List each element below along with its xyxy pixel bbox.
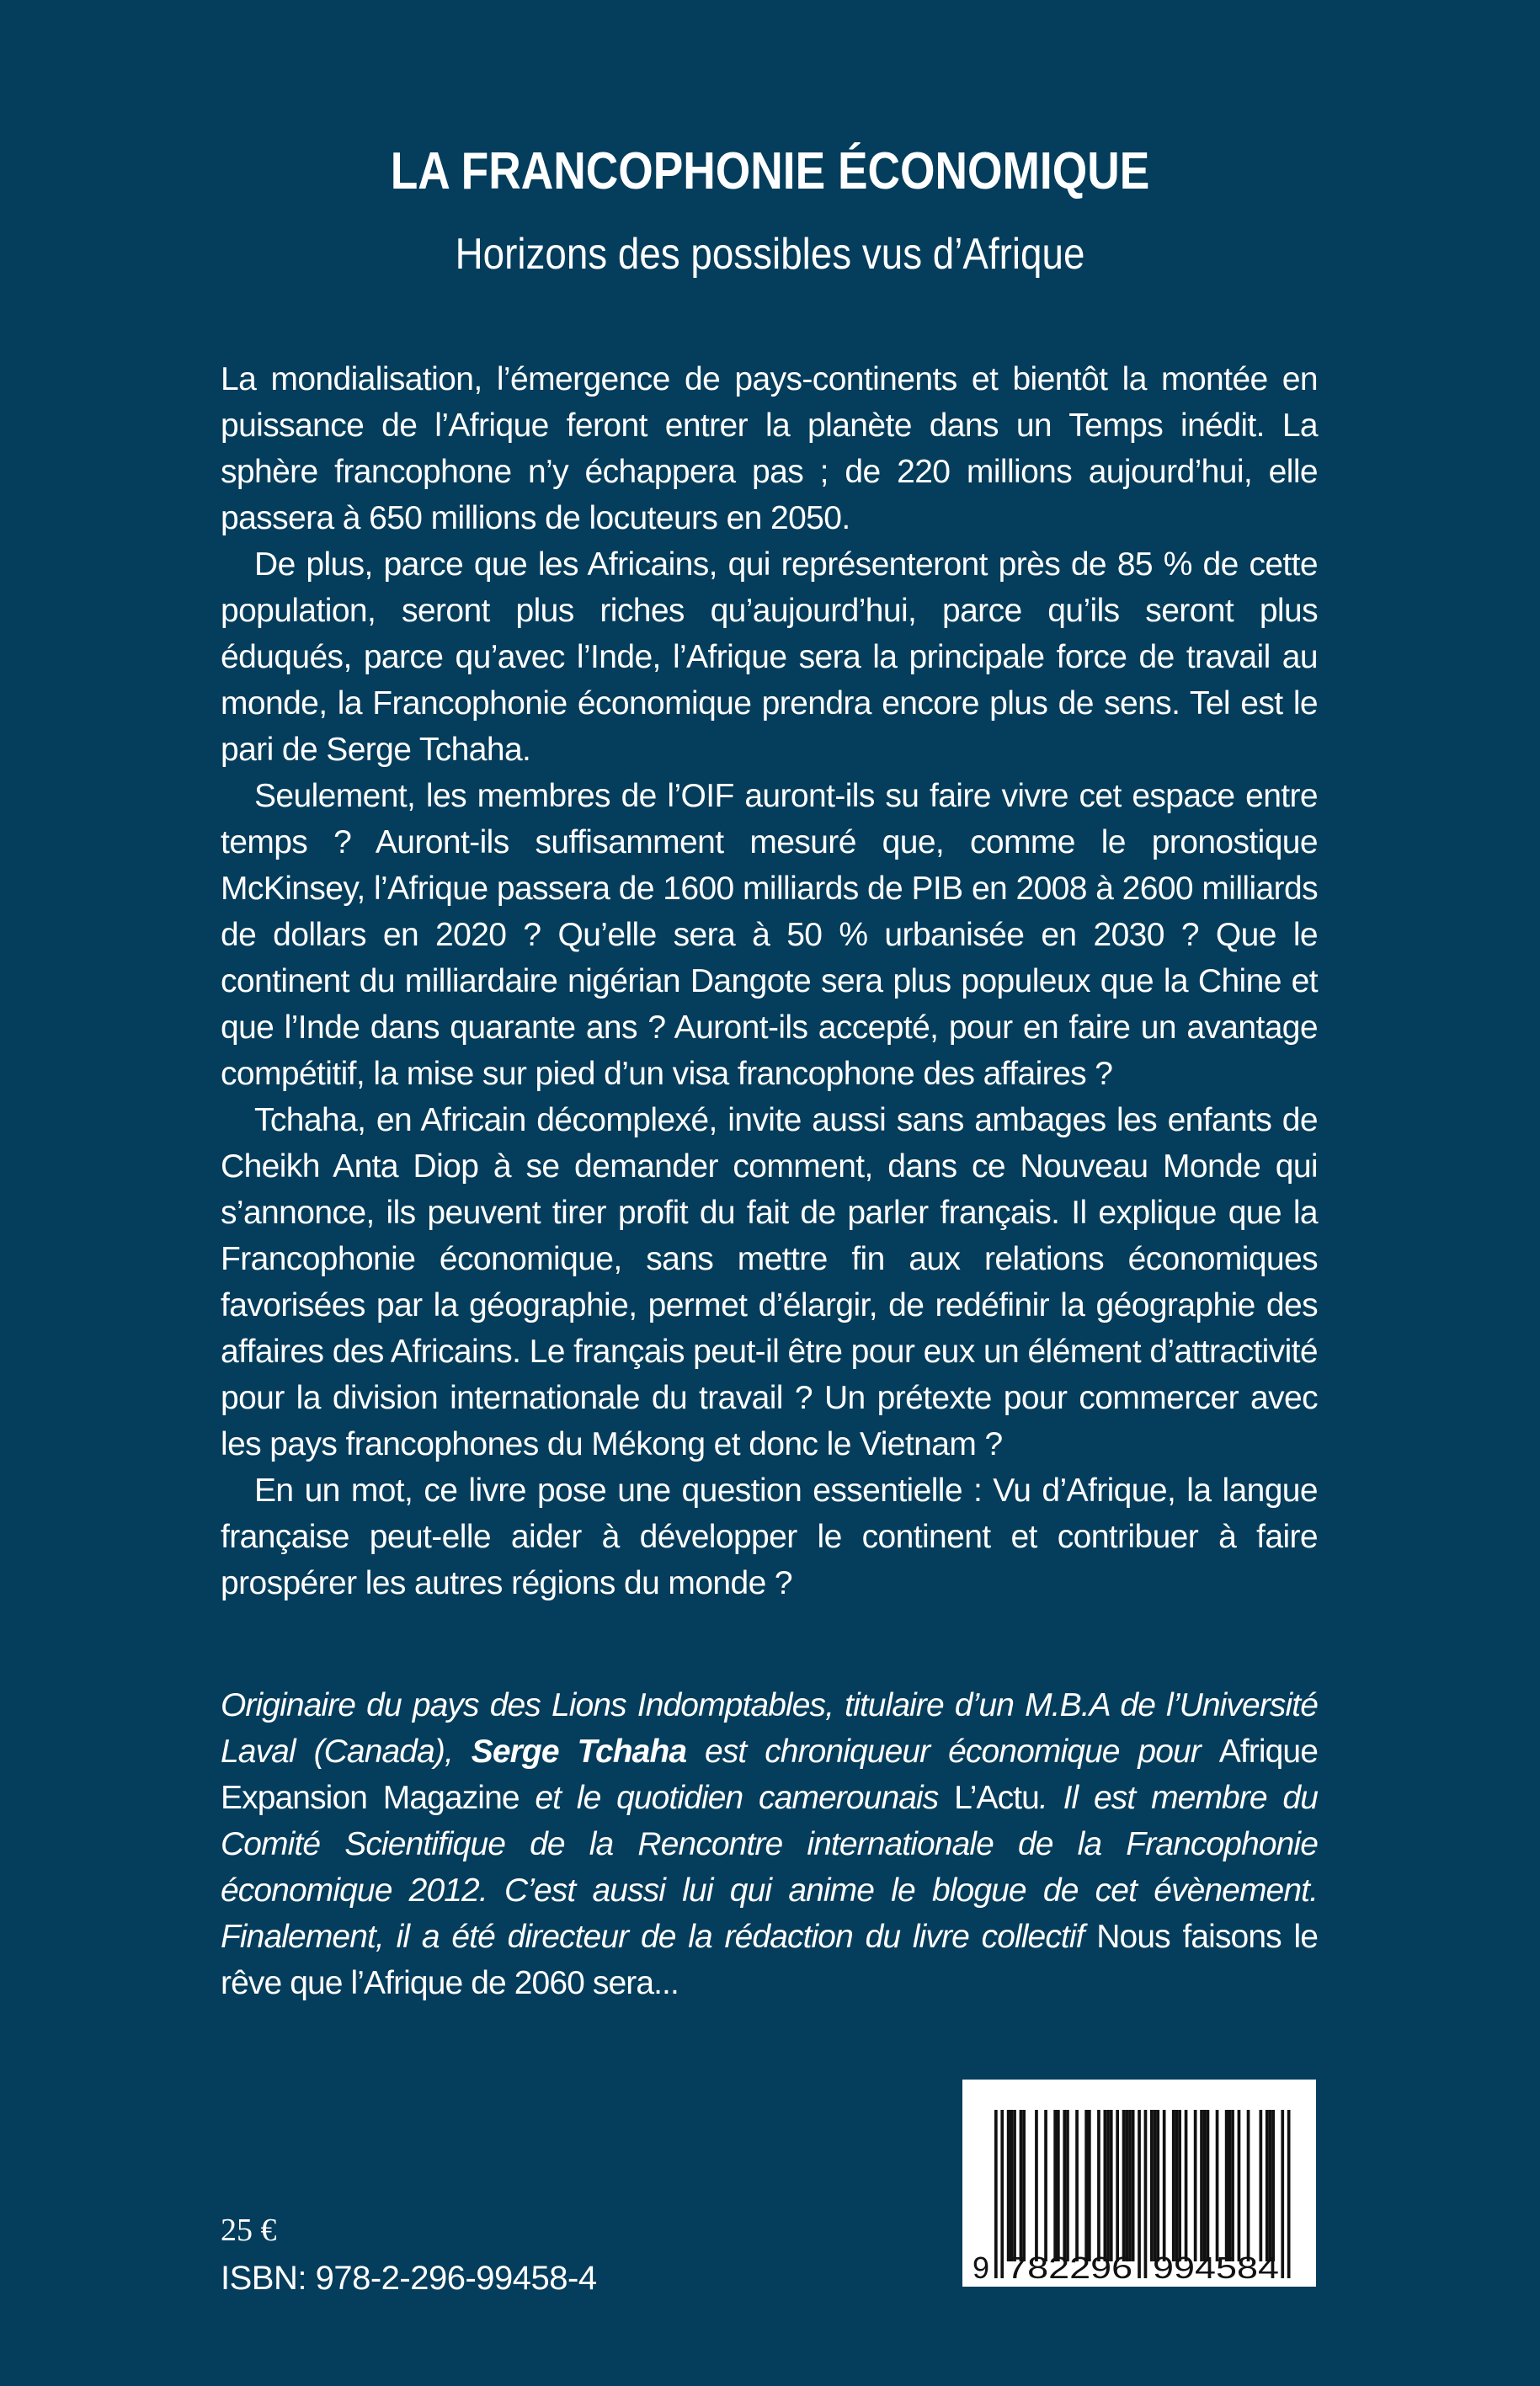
bio-text: . Il est membre du Comité Scientifique de la Rencontre internationale de la Francophonie économique 2012. C’est aussi lui qui anime le blogue de cet évènement. Finalement, il a été directeur de la rédaction du livre collectif <box>221 1780 1318 1955</box>
barcode-bar <box>1216 2110 1219 2261</box>
barcode-bar <box>1013 2110 1016 2261</box>
barcode-bar <box>1084 2110 1088 2261</box>
barcode-bar <box>1106 2110 1110 2261</box>
barcode-bar <box>1194 2110 1197 2261</box>
barcode-digits: 994584 <box>1153 2250 1279 2285</box>
barcode-bar <box>1066 2110 1069 2261</box>
barcode-bar <box>1207 2110 1210 2261</box>
barcode-bar <box>1088 2110 1091 2261</box>
summary-paragraph: Tchaha, en Africain décomplexé, invite aussi sans ambages les enfants de Cheikh Anta Diop à se demander comment, dans ce Nouveau Monde qui s’annonce, ils peuvent tirer profit du fait de parler français. Il explique que la Francophonie économique, sans mettre fin aux relations économiques favorisées par la géographie, permet d’élargir, de redéfinir la géographie des affaires des Africains. Le français peut-il être pour eux un élément d’attractivité pour la division internationale du travail ? Un prétexte pour commercer avec les pays francophones du Mékong et donc le Vietnam ? <box>221 1102 1318 1462</box>
barcode-bar <box>1132 2110 1135 2261</box>
barcode-bar <box>1116 2110 1119 2261</box>
magazine-title: Afrique Expansion Magazine <box>221 1734 1319 1816</box>
barcode-bar <box>1110 2110 1113 2261</box>
barcode <box>962 2080 1316 2287</box>
barcode-bar <box>1020 2110 1023 2261</box>
barcode-bar <box>1057 2110 1060 2261</box>
summary-paragraph: De plus, parce que les Africains, qui représenteront près de 85 % de cette population, seront plus riches qu’aujourd’hui, parce qu’ils seront plus éduqués, parce qu’avec l’Inde, l’Afrique sera la principale force de travail au monde, la Francophonie économique prendra encore plus de sens. Tel est le pari de Serge Tchaha. <box>221 546 1318 768</box>
barcode-bar <box>1075 2110 1079 2261</box>
barcode-bar <box>1007 2110 1010 2261</box>
barcode-bar <box>1128 2110 1132 2261</box>
barcode-bar <box>1138 2110 1141 2278</box>
barcode-bar <box>1281 2110 1284 2278</box>
isbn: ISBN: 978-2-296-99458-4 <box>221 2260 597 2297</box>
barcode-bar <box>1185 2110 1188 2261</box>
barcode-digits: 9 <box>972 2250 990 2285</box>
book-title: LA FRANCOPHONIE ÉCONOMIQUE <box>390 142 1150 200</box>
barcode-bar <box>1044 2110 1047 2261</box>
barcode-bar <box>1269 2110 1272 2261</box>
barcode-bar <box>1200 2110 1203 2261</box>
summary-paragraph: En un mot, ce livre pose une question essentielle : Vu d’Afrique, la langue française peut-elle aider à développer le continent et contribuer à faire prospérer les autres régions du monde ? <box>221 1473 1318 1601</box>
barcode-bar <box>1163 2110 1166 2261</box>
barcode-bar <box>1154 2110 1157 2261</box>
barcode-bar <box>1122 2110 1126 2261</box>
book-collective-title: Nous faisons le rêve que l’Afrique de 2060 sera... <box>221 1919 1318 2001</box>
barcode-bar <box>1125 2110 1128 2261</box>
barcode-bar <box>1231 2110 1234 2261</box>
summary-paragraph: Seulement, les membres de l’OIF auront-ils su faire vivre cet espace entre temps ? Auront-ils suffisamment mesuré que, comme le pronostique McKinsey, l’Afrique passera de 1600 milliards de PIB en 2008 à 2600 milliards de dollars en 2020 ? Qu’elle sera à 50 % urbanisée en 2030 ? Que le continent du milliardaire nigérian Dangote sera plus populeux que la Chine et que l’Inde dans quarante ans ? Auront-ils accepté, pour en faire un avantage compétitif, la mise sur pied d’un visa francophone des affaires ? <box>221 778 1318 1092</box>
book-subtitle: Horizons des possibles vus d’Afrique <box>455 230 1085 279</box>
barcode-bar <box>1097 2110 1100 2261</box>
author-bio <box>221 1682 1318 2006</box>
barcode-bar <box>1247 2110 1250 2261</box>
newspaper-title: L’Actu <box>954 1780 1039 1816</box>
barcode-bar <box>994 2110 998 2278</box>
barcode-bar <box>1287 2110 1291 2278</box>
author-name: Serge Tchaha <box>471 1734 687 1770</box>
barcode-bar <box>1053 2110 1057 2261</box>
barcode-digits: 782296 <box>1006 2250 1133 2285</box>
barcode-bar <box>1035 2110 1038 2261</box>
barcode-bar <box>1156 2110 1159 2261</box>
barcode-bar <box>1104 2110 1107 2261</box>
barcode-bar <box>1260 2110 1263 2261</box>
barcode-bar <box>1150 2110 1154 2261</box>
barcode-bar <box>1203 2110 1207 2261</box>
barcode-bar <box>1172 2110 1175 2261</box>
barcode-bar <box>1271 2110 1275 2261</box>
barcode-bar <box>1022 2110 1026 2261</box>
barcode-bar <box>1238 2110 1241 2261</box>
barcode-bar <box>1000 2110 1004 2278</box>
barcode-bar <box>1063 2110 1066 2261</box>
barcode-bar <box>1266 2110 1269 2261</box>
barcode-bar <box>1225 2110 1228 2261</box>
bio-text: est chroniqueur économique pour <box>686 1734 1219 1770</box>
bio-text: et le quotidien camerounais <box>519 1780 955 1816</box>
bio-text: Originaire du pays des Lions Indomptables, titulaire d’un M.B.A de l’Université Laval (Canada), <box>221 1687 1318 1770</box>
back-cover-summary <box>221 356 1318 1606</box>
barcode-bars <box>962 2080 1316 2287</box>
summary-paragraph: La mondialisation, l’émergence de pays-continents et bientôt la montée en puissance de l’Afrique feront entrer la planète dans un Temps inédit. La sphère francophone n’y échappera pas ; de 220 millions aujourd’hui, elle passera à 650 millions de locuteurs en 2050. <box>221 361 1318 536</box>
price: 25 € <box>221 2213 277 2248</box>
barcode-bar <box>1144 2110 1148 2278</box>
barcode-bar <box>1228 2110 1232 2261</box>
barcode-bar <box>1010 2110 1014 2261</box>
barcode-bar <box>1175 2110 1179 2261</box>
barcode-bar <box>1178 2110 1181 2261</box>
